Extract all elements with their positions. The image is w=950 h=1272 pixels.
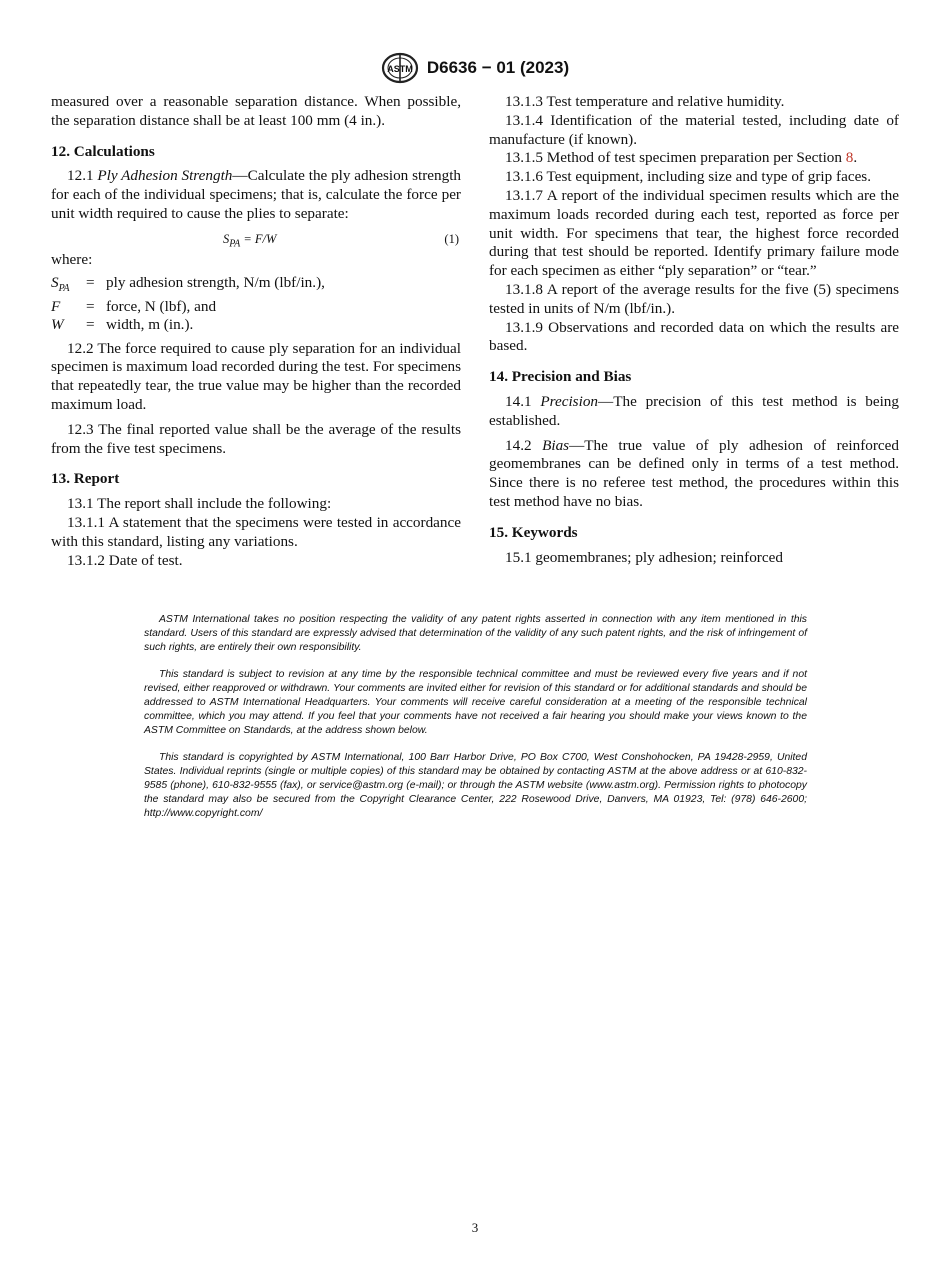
paragraph-13-1-6: 13.1.6 Test equipment, including size and type of grip faces. <box>505 168 872 186</box>
section-15-heading: 15. Keywords <box>489 523 578 541</box>
equation-1 <box>51 227 461 249</box>
section-13-heading: 13. Report <box>51 470 120 488</box>
paragraph-13-1-9: 13.1.9 Observations and recorded data on which the results are based. <box>489 318 899 355</box>
revision-notice: This standard is subject to revision at any time by the responsible technical committee and must be reviewed every five years and if not revised, either reapproved or withdrawn. Your comments are invited either for revision of this standard or for additional standards and should be addressed to ASTM International Headquarters. Your comments will receive careful consideration at a meeting of the responsible technical committee, which you may attend. If you feel that your comments have not received a fair hearing you should make your views known to the ASTM Committee on Standards, at the address shown below. <box>144 669 807 736</box>
patent-notice: ASTM International takes no position respecting the validity of any patent rights asserted in connection with any item mentioned in this standard. Users of this standard are expressly advised that determination of the validity of any such patent rights, and the risk of infringement of such rights, are entirely their own responsibility. <box>144 614 807 653</box>
paragraph-12-1: 12.1 Ply Adhesion Strength—Calculate the ply adhesion strength for each of the individual specimens; that is, calculate the force per unit width required to cause the plies to separate: <box>51 167 462 222</box>
variable-row: $S_{PA}$ = ply adhesion strength, N/m (lbf/in.), <box>51 273 325 294</box>
astm-logo-icon <box>381 52 419 84</box>
right-column <box>489 93 899 567</box>
paragraph-12-2: 12.2 The force required to cause ply separation for an individual specimen is maximum load recorded during the test. For specimens that repeatedly tear, the true value may be higher than the recorded maximum load. <box>51 339 461 413</box>
page-header <box>0 52 950 84</box>
paragraph-13-1-4: 13.1.4 Identification of the material tested, including date of manufacture (if known). <box>489 111 899 148</box>
paragraph-13-1-5: 13.1.5 Method of test specimen preparation per Section 8. <box>505 149 858 167</box>
section-14-heading: 14. Precision and Bias <box>489 368 632 386</box>
variable-row: F = force, N (lbf), and <box>51 297 217 315</box>
copyright-notice: This standard is copyrighted by ASTM International, 100 Barr Harbor Drive, PO Box C700, West Conshohocken, PA 19428-2959, United States. Individual reprints (single or multiple copies) of this standard may be obtained by contacting ASTM at the above address or at 610-832-9585 (phone), 610-832-9555 (fax), or service@astm.org (e-mail); or through the ASTM website (www.astm.org). Permission rights to photocopy the standard may also be secured from the Copyright Clearance Center, 222 Rosewood Drive, Danvers, MA 01923, Tel: (978) 646-2600; http://www.copyright.com/ <box>144 752 807 819</box>
page-number: 3 <box>471 1220 479 1235</box>
paragraph-15-1: 15.1 geomembranes; ply adhesion; reinforced <box>505 548 783 566</box>
paragraph-13-1-7: 13.1.7 A report of the individual specimen results which are the maximum loads recorded during each test, reported as force per unit width. For specimens that tear, the highest force recorded during that test should be reported. Identify primary failure mode for each specimen as either “ply separation” or “tear.” <box>489 186 899 280</box>
section-12-heading: 12. Calculations <box>51 142 155 160</box>
equation-body: $S_{PA} = F/W$ <box>223 231 277 250</box>
ply-adhesion-strength-term: Ply Adhesion Strength <box>97 167 233 185</box>
left-column <box>51 93 461 570</box>
equation-number: (1) <box>444 231 459 246</box>
paragraph-13-1-8: 13.1.8 A report of the average results for the five (5) specimens tested in units of N/m (lbf/in.). <box>489 280 899 317</box>
paragraph-13-1-3: 13.1.3 Test temperature and relative humidity. <box>505 93 785 110</box>
paragraph-13-1-2: 13.1.2 Date of test. <box>67 551 183 569</box>
paragraph-13-1: 13.1 The report shall include the following: <box>67 495 332 513</box>
standard-designation: D6636 − 01 (2023) <box>426 58 570 77</box>
continued-paragraph: measured over a reasonable separation distance. When possible, the separation distance shall be at least 100 mm (4 in.). <box>51 93 461 129</box>
where-label: where: <box>51 250 93 268</box>
variable-row: W = width, m (in.). <box>51 315 194 333</box>
variable-definitions <box>51 274 325 334</box>
paragraph-13-1-1: 13.1.1 A statement that the specimens were tested in accordance with this standard, listing any variations. <box>51 513 461 550</box>
paragraph-14-2: 14.2 Bias—The true value of ply adhesion of reinforced geomembranes can be defined only in terms of a test method. Since there is no referee test method, the procedures within this test method have no bias. <box>489 436 899 510</box>
paragraph-14-1: 14.1 Precision—The precision of this test method is being established. <box>489 392 899 429</box>
paragraph-12-3: 12.3 The final reported value shall be the average of the results from the five test specimens. <box>51 420 461 457</box>
legal-notice-block <box>144 613 807 834</box>
svg-text:ASTM: ASTM <box>387 64 413 74</box>
section-8-link[interactable]: 8 <box>845 149 854 167</box>
